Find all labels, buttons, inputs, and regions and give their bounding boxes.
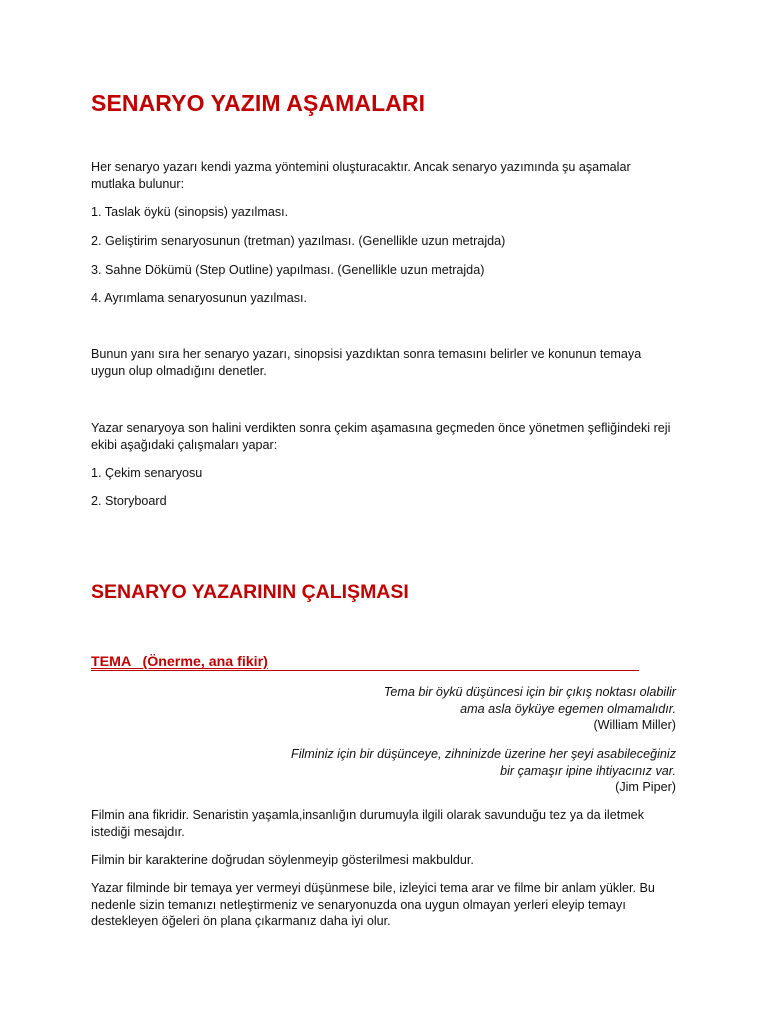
tema-heading xyxy=(91,653,639,671)
intro-paragraph: Her senaryo yazarı kendi yazma yöntemini oluşturacaktır. Ancak senaryo yazımında şu aşamalar mutlaka bulunur: xyxy=(91,160,631,191)
stage-item-4: 4. Ayrımlama senaryosunun yazılması. xyxy=(91,291,308,305)
section-title: SENARYO YAZARININ ÇALIŞMASI xyxy=(91,581,409,603)
tema-heading-text: TEMA (Önerme, ana fikir) xyxy=(91,654,268,670)
quote-line: bir çamaşır ipine ihtiyacınız var. xyxy=(500,763,676,778)
stage-item-2: 2. Geliştirim senaryosunun (tretman) yazılması. (Genellikle uzun metrajda) xyxy=(91,234,506,248)
director-step-1: 1. Çekim senaryosu xyxy=(91,466,203,480)
viewer-paragraph: Yazar filminde bir temaya yer vermeyi düşünmese bile, izleyici tema arar ve filme bir anlam yükler. Bu nedenle sizin temanızı netleştirmeniz ve senaryonuzda ona uygun olmayan yerleri eleyip temayı destekleyen öğeleri ön plana çıkarmanız daha iyi olur. xyxy=(91,881,655,928)
stage-item-1: 1. Taslak öykü (sinopsis) yazılması. xyxy=(91,205,289,219)
director-step-2: 2. Storyboard xyxy=(91,494,167,508)
quote-jim-piper xyxy=(176,746,676,796)
character-paragraph: Filmin bir karakterine doğrudan söylenmeyip gösterilmesi makbuldur. xyxy=(91,853,474,867)
main-idea-paragraph: Filmin ana fikridir. Senaristin yaşamla,insanlığın durumuyla ilgili olarak savunduğu tez ya da iletmek istediği mesajdır. xyxy=(91,808,644,839)
page-title: SENARYO YAZIM AŞAMALARI xyxy=(91,90,426,116)
quote-author: (William Miller) xyxy=(593,718,676,732)
quote-line: Tema bir öykü düşüncesi için bir çıkış noktası olabilir xyxy=(383,685,676,699)
quote-william-miller xyxy=(176,684,676,734)
director-paragraph: Yazar senaryoya son halini verdikten sonra çekim aşamasına geçmeden önce yönetmen şefliğindeki reji ekibi aşağıdaki çalışmaları yapar: xyxy=(91,421,671,452)
quote-line: ama asla öyküye egemen olmamalıdır. xyxy=(460,701,676,716)
quote-author: (Jim Piper) xyxy=(615,780,676,794)
quote-line: Filminiz için bir düşünceye, zihninizde üzerine her şeyi asabileceğiniz xyxy=(291,747,676,761)
theme-check-paragraph: Bunun yanı sıra her senaryo yazarı, sinopsisi yazdıktan sonra temasını belirler ve konunun temaya uygun olup olmadığını denetler. xyxy=(91,347,642,378)
stage-item-3: 3. Sahne Dökümü (Step Outline) yapılması. (Genellikle uzun metrajda) xyxy=(91,263,485,277)
